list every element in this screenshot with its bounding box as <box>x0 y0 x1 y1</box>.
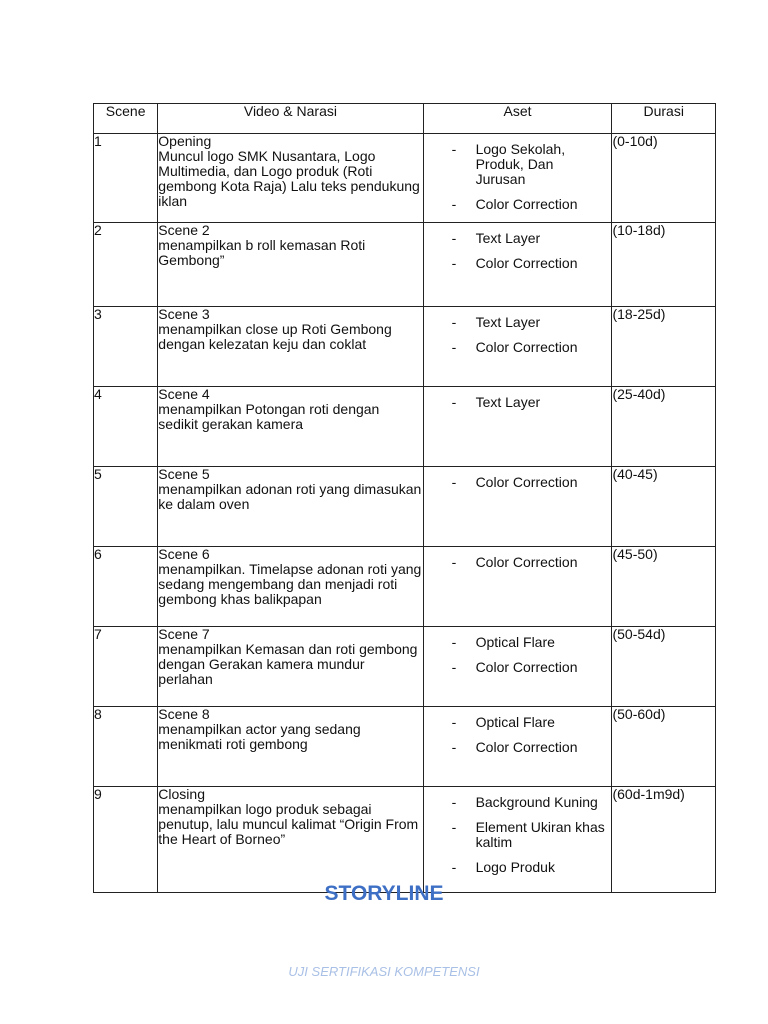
header-scene: Scene <box>94 104 158 134</box>
table-header-row <box>94 104 716 134</box>
page-title: STORYLINE <box>324 882 444 905</box>
video-narasi-cell <box>158 467 423 547</box>
video-narasi-cell <box>158 707 423 787</box>
durasi-cell: (10-18d) <box>612 223 716 307</box>
scene-title: Scene 2 <box>158 222 210 238</box>
durasi-cell: (0-10d) <box>612 134 716 223</box>
asset-list <box>424 467 612 490</box>
scene-number: 3 <box>94 307 158 387</box>
table-row <box>94 387 716 467</box>
scene-title: Scene 5 <box>158 466 210 482</box>
scene-title: Scene 8 <box>158 706 210 722</box>
aset-cell <box>423 307 612 387</box>
aset-cell <box>423 134 612 223</box>
asset-list <box>424 387 612 410</box>
table-row <box>94 307 716 387</box>
asset-item: - Logo Sekolah, Produk, Dan Jurusan <box>424 142 606 187</box>
durasi-cell: (45-50) <box>612 547 716 627</box>
video-narasi-cell <box>158 787 423 893</box>
aset-cell <box>423 223 612 307</box>
asset-list <box>424 223 612 271</box>
header-aset: Aset <box>423 104 612 134</box>
header-durasi: Durasi <box>612 104 716 134</box>
table-row <box>94 707 716 787</box>
asset-item: - Color Correction <box>424 340 606 355</box>
durasi-cell: (18-25d) <box>612 307 716 387</box>
aset-cell <box>423 627 612 707</box>
table-row <box>94 134 716 223</box>
aset-cell <box>423 787 612 893</box>
scene-number: 8 <box>94 707 158 787</box>
storyline-table <box>93 103 716 893</box>
scene-description: menampilkan Kemasan dan roti gembong dengan Gerakan kamera mundur perlahan <box>158 641 418 687</box>
durasi-cell: (50-54d) <box>612 627 716 707</box>
asset-item: - Element Ukiran khas kaltim <box>424 820 606 850</box>
asset-item: - Text Layer <box>424 315 606 330</box>
table-row <box>94 627 716 707</box>
scene-description: menampilkan logo produk sebagai penutup, lalu muncul kalimat “Origin From the Heart of Borneo” <box>158 801 419 847</box>
video-narasi-cell <box>158 223 423 307</box>
table-row <box>94 547 716 627</box>
table-body <box>94 134 716 893</box>
scene-description: menampilkan. Timelapse adonan roti yang sedang mengembang dan menjadi roti gembong khas balikpapan <box>158 561 422 607</box>
asset-item: - Color Correction <box>424 475 606 490</box>
aset-cell <box>423 467 612 547</box>
scene-number: 5 <box>94 467 158 547</box>
scene-number: 6 <box>94 547 158 627</box>
asset-list <box>424 707 612 755</box>
scene-title: Opening <box>158 133 212 149</box>
durasi-cell: (40-45) <box>612 467 716 547</box>
table-row <box>94 467 716 547</box>
asset-list <box>424 134 612 212</box>
asset-item: - Logo Produk <box>424 860 606 875</box>
asset-item: - Background Kuning <box>424 795 606 810</box>
header-video-narasi: Video & Narasi <box>158 104 423 134</box>
table-row <box>94 787 716 893</box>
scene-number: 1 <box>94 134 158 223</box>
asset-item: - Text Layer <box>424 395 606 410</box>
durasi-cell: (60d-1m9d) <box>612 787 716 893</box>
aset-cell <box>423 547 612 627</box>
aset-cell <box>423 387 612 467</box>
scene-title: Scene 7 <box>158 626 210 642</box>
scene-number: 9 <box>94 787 158 893</box>
asset-item: - Color Correction <box>424 256 606 271</box>
scene-description: menampilkan close up Roti Gembong dengan kelezatan keju dan coklat <box>158 321 392 352</box>
scene-title: Scene 4 <box>158 386 210 402</box>
scene-title: Scene 6 <box>158 546 210 562</box>
asset-list <box>424 547 612 570</box>
asset-list <box>424 307 612 355</box>
table-row <box>94 223 716 307</box>
scene-description: menampilkan adonan roti yang dimasukan ke dalam oven <box>158 481 422 512</box>
asset-item: - Text Layer <box>424 231 606 246</box>
aset-cell <box>423 707 612 787</box>
asset-item: - Color Correction <box>424 555 606 570</box>
asset-list <box>424 787 612 875</box>
durasi-cell: (25-40d) <box>612 387 716 467</box>
scene-number: 4 <box>94 387 158 467</box>
scene-number: 2 <box>94 223 158 307</box>
asset-item: - Color Correction <box>424 740 606 755</box>
scene-description: menampilkan Potongan roti dengan sedikit gerakan kamera <box>158 401 380 432</box>
scene-description: menampilkan b roll kemasan Roti Gembong” <box>158 237 366 268</box>
durasi-cell: (50-60d) <box>612 707 716 787</box>
footer-text: UJI SERTIFIKASI KOMPETENSI <box>288 964 480 979</box>
asset-item: - Optical Flare <box>424 715 606 730</box>
scene-title: Scene 3 <box>158 306 210 322</box>
video-narasi-cell <box>158 627 423 707</box>
asset-item: - Optical Flare <box>424 635 606 650</box>
asset-item: - Color Correction <box>424 197 606 212</box>
asset-item: - Color Correction <box>424 660 606 675</box>
scene-description: Muncul logo SMK Nusantara, Logo Multimedia, dan Logo produk (Roti gembong Kota Raja) Lalu teks pendukung iklan <box>158 148 420 209</box>
video-narasi-cell <box>158 134 423 223</box>
video-narasi-cell <box>158 387 423 467</box>
scene-description: menampilkan actor yang sedang menikmati roti gembong <box>158 721 361 752</box>
video-narasi-cell <box>158 307 423 387</box>
scene-title: Closing <box>158 786 205 802</box>
scene-number: 7 <box>94 627 158 707</box>
video-narasi-cell <box>158 547 423 627</box>
asset-list <box>424 627 612 675</box>
